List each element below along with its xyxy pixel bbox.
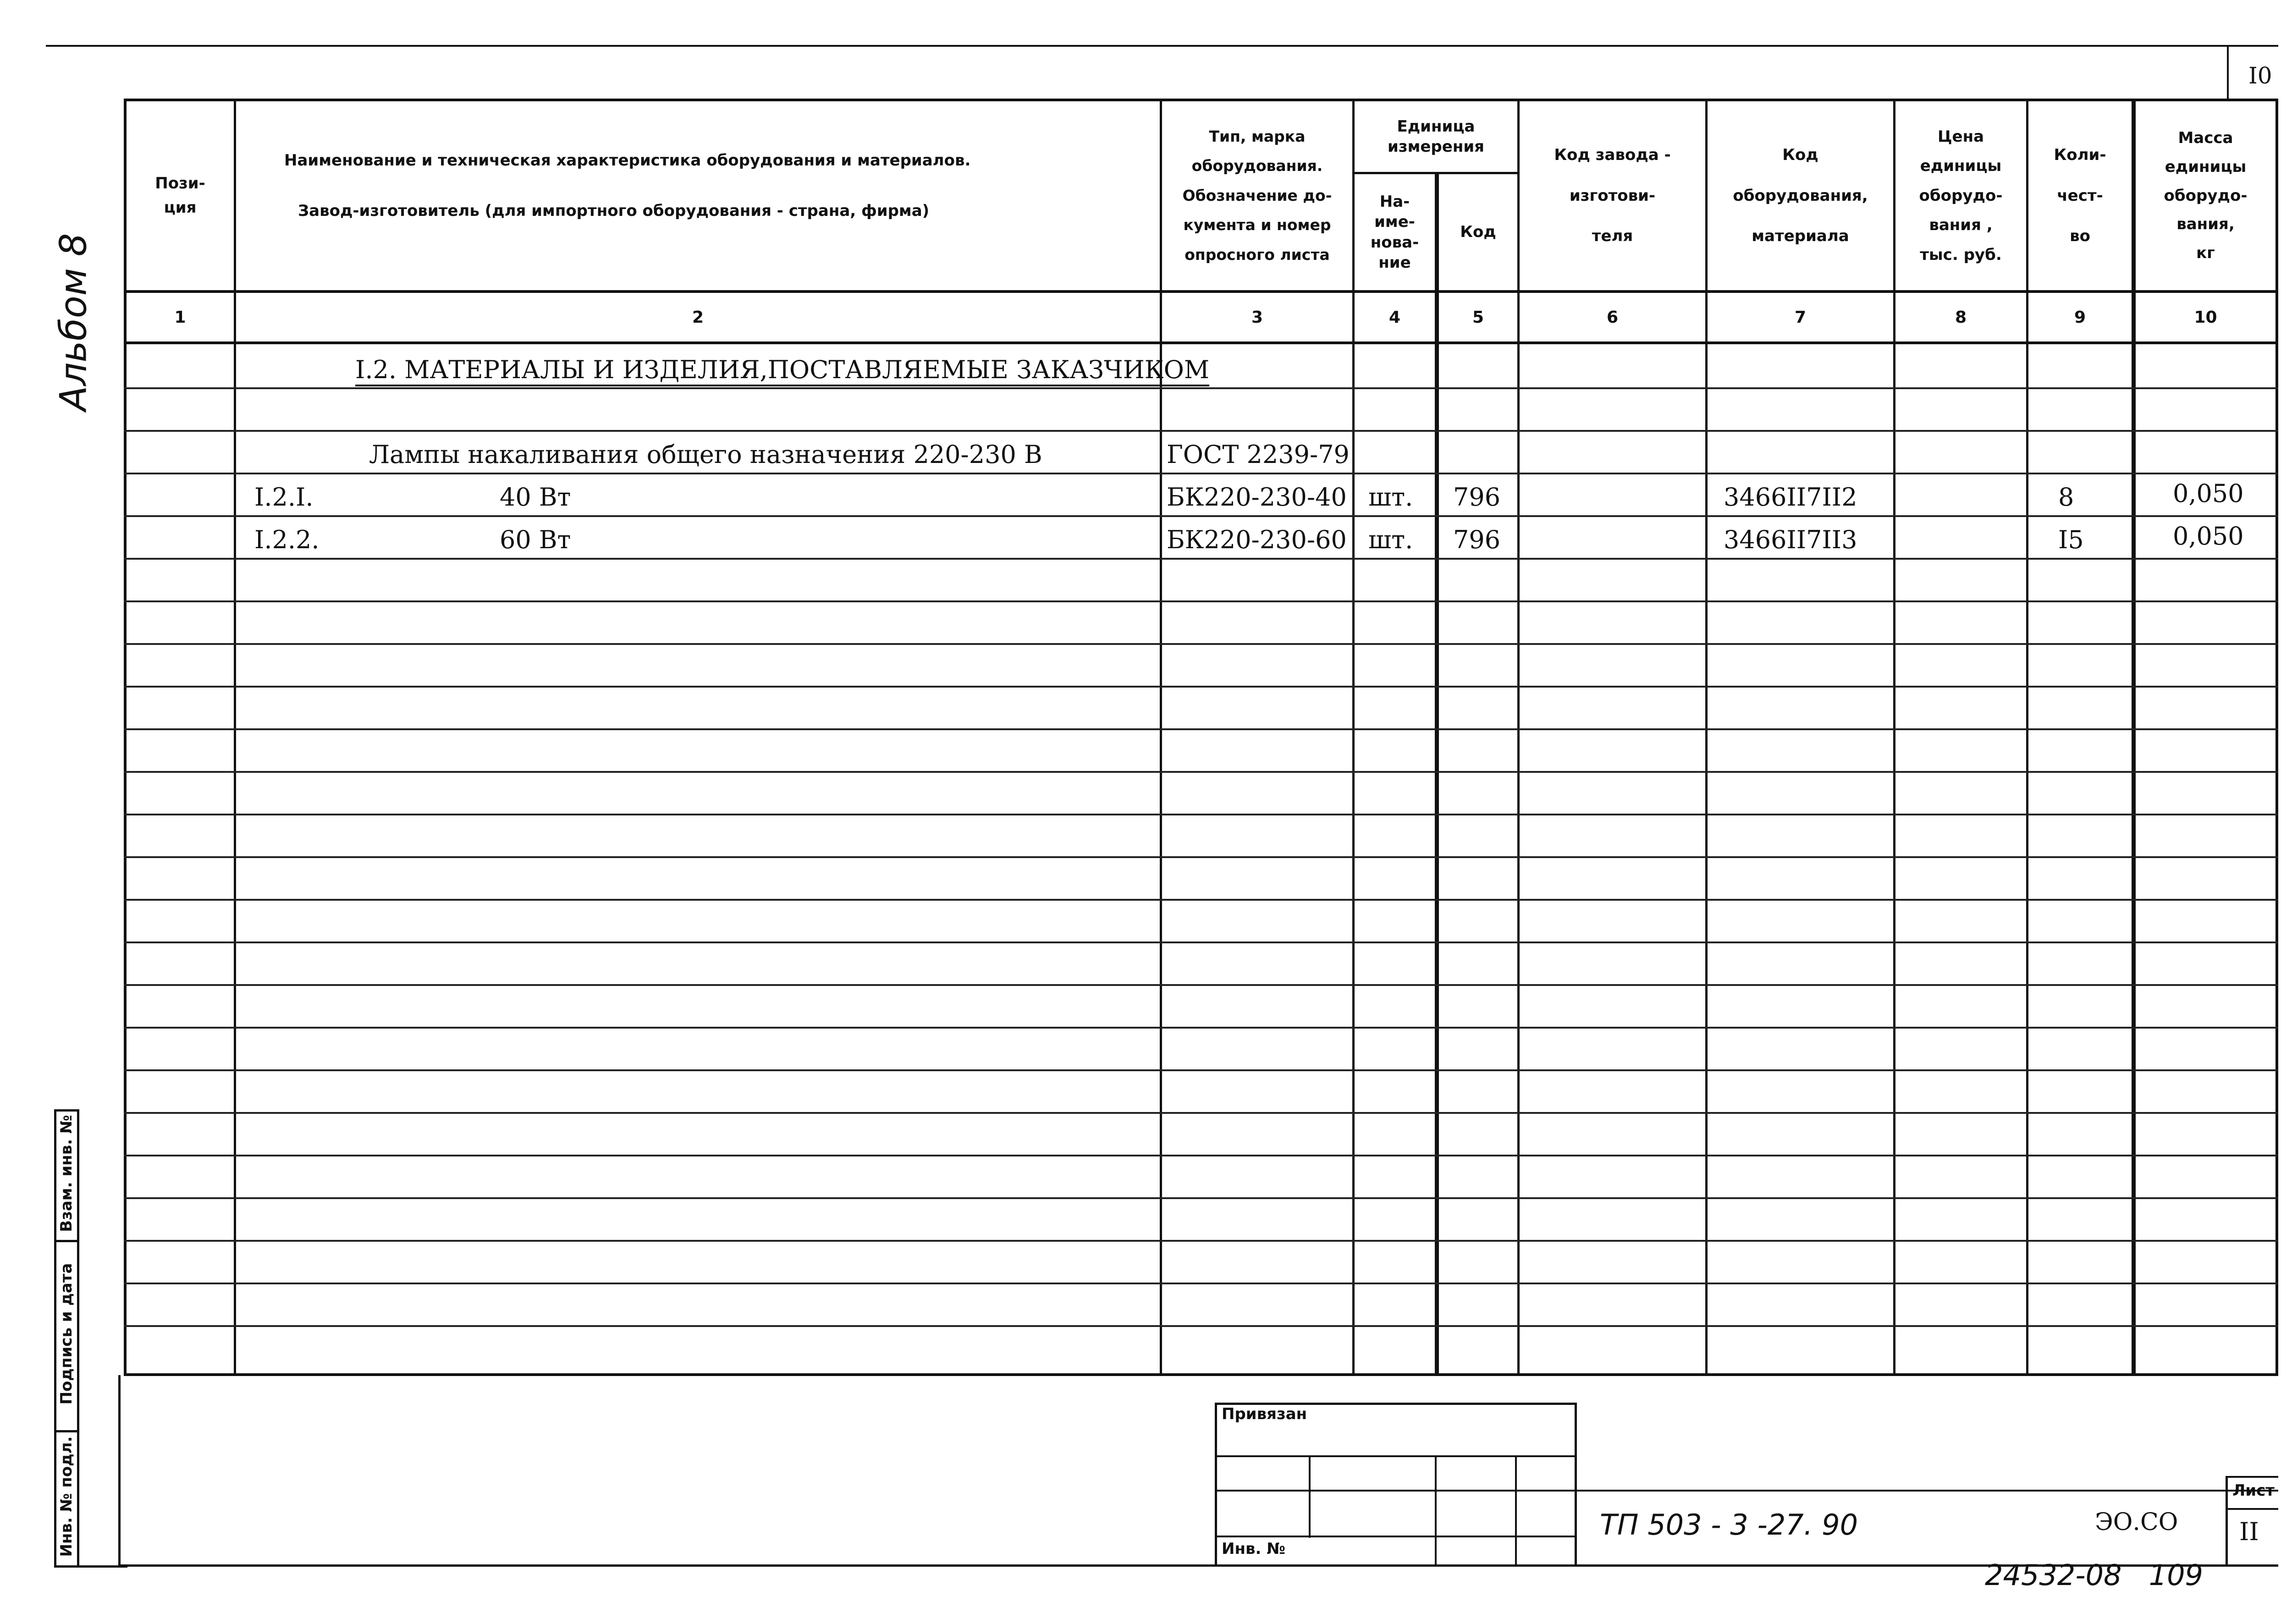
table-right-border [2275,99,2278,1375]
row-line [124,728,2278,730]
group-name: Лампы накаливания общего назначения 220-230 В [369,440,1042,469]
stamp-inv-no: Инв. № [1222,1540,1286,1558]
row-line [124,387,2278,389]
row-line [124,1027,2278,1029]
col-sep-9 [2132,99,2136,1375]
stamp-left [1215,1403,1217,1565]
row-line [124,643,2278,645]
row-line [124,1155,2278,1156]
side-strip-right [118,1375,121,1568]
stamp-right [1575,1403,1577,1565]
row-line [124,814,2278,815]
header-mass: Масса единицы оборудо- вания, кг [2164,128,2248,263]
stamp-privyazan: Привязан [1222,1405,1307,1423]
stamp-row2 [1215,1490,1577,1492]
header-name-line1: Наименование и техническая характеристика оборудования и материалов. [284,151,971,170]
row-quantity: I5 [2058,525,2084,554]
group-standard: ГОСТ 2239-79 [1167,440,1350,469]
row-line [124,430,2278,432]
row-line [124,1283,2278,1284]
table-colnum-bottom [124,341,2278,344]
side-strip-outer [54,1109,56,1568]
col-sep-4 [1435,172,1439,1375]
header-position: Пози- ция [155,174,205,217]
page-number-box-left [2227,45,2229,100]
top-page-number: I0 [2248,62,2272,89]
top-border-line [46,45,2278,47]
row-position: I.2.2. [254,525,320,554]
side-label-podpis: Подпись и дата [57,1263,76,1405]
colnum-3: 3 [1251,308,1263,327]
stamp-row1 [1215,1455,1577,1457]
section-title: I.2. МАТЕРИАЛЫ И ИЗДЕЛИЯ,ПОСТАВЛЯЕМЫЕ ЗАКАЗЧИКОМ [355,355,1210,384]
col-sep-1 [234,99,236,1375]
stamp-sheet-label: Лист [2232,1481,2275,1500]
row-mass: 0,050 [2173,522,2244,551]
row-line [124,686,2278,688]
row-line [124,473,2278,474]
header-unit-code: Код [1460,223,1496,242]
sheet-cell-left [2226,1476,2228,1565]
header-type: Тип, марка оборудования. Обозначение до- кумента и номер опросного листа [1182,127,1332,264]
sheet-cell-mid [2226,1508,2278,1510]
sheet-cell-top [2226,1476,2278,1478]
row-line [124,984,2278,986]
row-line [124,1197,2278,1199]
row-line [124,558,2278,560]
stamp-designation: ТП 503 - 3 -27. 90 [1600,1508,1858,1541]
sheet-bottom-border [118,1564,2278,1567]
row-material-code: 3466II7II3 [1724,525,1857,554]
row-line [124,1069,2278,1071]
colnum-9: 9 [2074,308,2086,327]
stamp-row3 [1215,1536,1577,1537]
row-type: БК220-230-60 [1167,525,1347,554]
row-unit: шт. [1368,525,1413,554]
row-line [124,1240,2278,1242]
side-label-vzam: Взам. инв. № [57,1115,76,1232]
album-note: Альбом 8 [52,233,95,411]
row-position: I.2.I. [254,483,314,512]
header-name-line2: Завод-изготовитель (для импортного оборудования - страна, фирма) [298,201,930,220]
row-line [124,899,2278,901]
colnum-6: 6 [1606,308,1619,327]
row-unit-code: 796 [1453,483,1501,512]
row-line [124,600,2278,602]
side-label-inv-podl: Инв. № подл. [57,1436,76,1557]
stamp-col2 [1435,1455,1437,1565]
colnum-8: 8 [1955,308,1967,327]
bottom-archive-code: 24532-08 109 [1985,1558,2203,1592]
row-material-code: 3466II7II2 [1724,483,1857,512]
colnum-2: 2 [692,308,704,327]
row-type: БК220-230-40 [1167,483,1347,512]
header-unit-name: На- име- нова- ние [1370,193,1419,272]
header-factory-code: Код завода - изготови- теля [1554,146,1671,246]
colnum-10: 10 [2194,308,2217,327]
row-line [124,515,2278,517]
row-name: 60 Вт [500,525,571,554]
stamp-col1 [1309,1455,1311,1538]
row-line [124,1112,2278,1114]
row-line [124,856,2278,858]
colnum-7: 7 [1794,308,1807,327]
row-mass: 0,050 [2173,479,2244,508]
row-line [124,1325,2278,1327]
stamp-sheet-number: II [2239,1517,2259,1546]
row-unit-code: 796 [1453,525,1501,554]
row-quantity: 8 [2058,483,2074,512]
header-quantity: Коли- чест- во [2054,146,2106,246]
stamp-code: ЭО.СО [2095,1508,2178,1536]
colnum-5: 5 [1472,308,1484,327]
titleblock-top [1577,1490,2278,1492]
header-price: Цена единицы оборудо- вания , тыс. руб. [1919,127,2003,264]
row-line [124,941,2278,943]
colnum-1: 1 [174,308,186,327]
header-unit-group: Единица измерения [1388,117,1484,156]
header-material-code: Код оборудования, материала [1733,146,1868,246]
row-line [124,771,2278,773]
colnum-4: 4 [1388,308,1401,327]
table-body-bottom [124,1373,2278,1376]
row-unit: шт. [1368,483,1413,512]
row-name: 40 Вт [500,483,571,512]
stamp-col3 [1515,1455,1517,1565]
side-strip-inner [77,1109,79,1568]
